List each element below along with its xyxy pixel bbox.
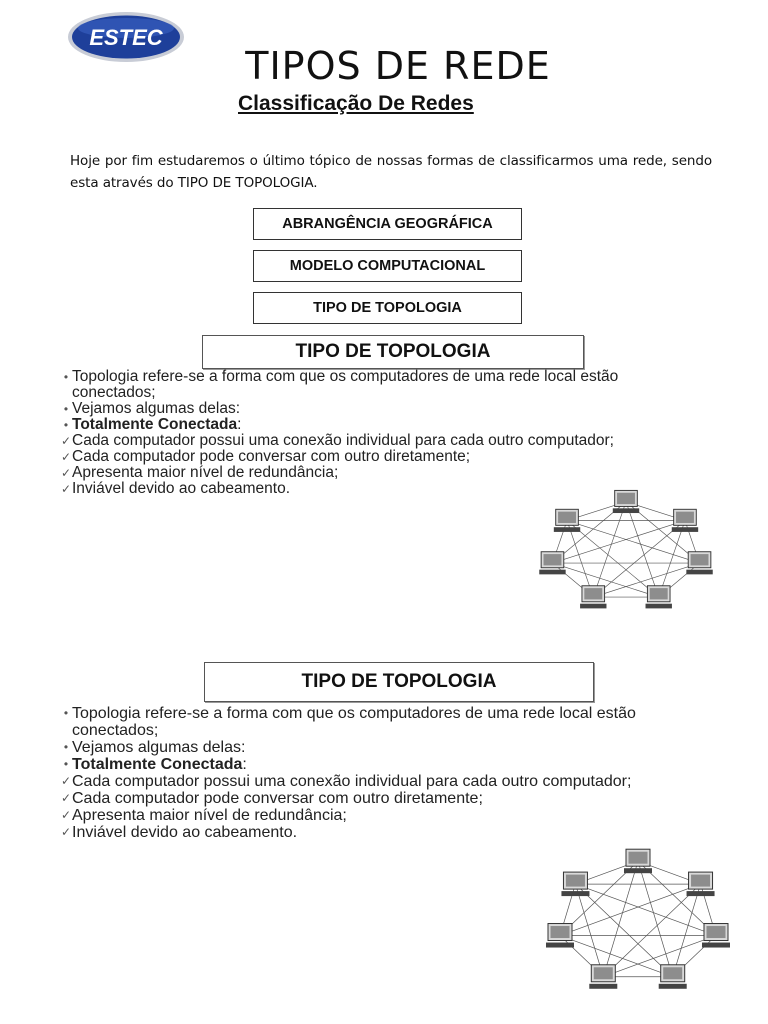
intro-paragraph: Hoje por fim estudaremos o último tópico de nossas formas de classificarmos uma rede, sendo esta através do TIPO DE TOPOLOGIA. <box>70 153 712 191</box>
connection-line <box>638 861 673 977</box>
list-item-text: Cada computador possui uma conexão individual para cada outro computador; <box>72 773 632 790</box>
list-item-text: Topologia refere-se a forma com que os computadores de uma rede local estão conectados; <box>72 705 636 739</box>
connection-line <box>593 563 699 597</box>
list-item-text: Totalmente Conectada: <box>72 416 242 433</box>
check-icon: ✓ <box>60 774 72 788</box>
list-item-text: Cada computador pode conversar com outro diretamente; <box>72 790 483 807</box>
check-icon: ✓ <box>60 450 72 464</box>
list-item-text: Cada computador pode conversar com outro diretamente; <box>72 448 471 465</box>
computer-icon <box>546 924 574 948</box>
list-item <box>60 417 700 433</box>
list-item-text: Topologia refere-se a forma com que os computadores de uma rede local estão conectados; <box>72 368 619 401</box>
bullet-icon: • <box>63 370 69 384</box>
computer-icon <box>580 586 606 609</box>
list-item <box>60 790 710 807</box>
connection-line <box>603 861 638 977</box>
computer-icon <box>672 509 698 532</box>
list-item <box>60 824 710 841</box>
computer-icon <box>554 509 580 532</box>
list-item-text: Vejamos algumas delas: <box>72 739 246 756</box>
list-item-text: Apresenta maior nível de redundância; <box>72 807 347 824</box>
connection-line <box>575 884 672 977</box>
list-item-text: Inviável devido ao cabeamento. <box>72 824 298 841</box>
check-icon: ✓ <box>60 466 72 480</box>
page-title: TIPOS DE REDE <box>245 44 551 88</box>
connection-line <box>593 502 626 597</box>
list-item-text: Totalmente Conectada: <box>72 756 247 773</box>
bullet-list <box>60 369 700 497</box>
connection-line <box>567 521 659 597</box>
check-icon: ✓ <box>60 808 72 822</box>
list-item <box>60 465 700 481</box>
bullet-icon: • <box>63 757 69 771</box>
mesh-topology-diagram <box>530 484 722 616</box>
list-item <box>60 756 710 773</box>
connection-line <box>626 502 659 597</box>
computer-icon <box>613 490 639 513</box>
category-box-topologia: TIPO DE TOPOLOGIA <box>253 292 522 324</box>
bullet-icon: • <box>63 402 69 416</box>
computer-icon <box>589 965 617 989</box>
mesh-topology-diagram <box>538 840 738 1000</box>
list-item-text: Apresenta maior nível de redundância; <box>72 464 339 481</box>
page-subtitle: Classificação De Redes <box>238 92 474 115</box>
computer-icon <box>624 849 652 873</box>
check-icon: ✓ <box>60 482 72 496</box>
connection-line <box>552 521 685 563</box>
list-item <box>60 433 700 449</box>
list-item <box>60 705 710 739</box>
connection-line <box>552 563 658 597</box>
list-item <box>60 807 710 824</box>
check-icon: ✓ <box>60 825 72 839</box>
connection-line <box>560 936 673 977</box>
list-item-text: Vejamos algumas delas: <box>72 400 241 417</box>
bullet-icon: • <box>63 418 69 432</box>
computer-icon <box>687 872 715 896</box>
bullet-icon: • <box>63 706 69 720</box>
check-icon: ✓ <box>60 791 72 805</box>
computer-icon <box>702 924 730 948</box>
category-box-modelo: MODELO COMPUTACIONAL <box>253 250 522 282</box>
bullet-list <box>60 705 710 841</box>
connection-line <box>603 884 700 977</box>
computer-icon <box>686 552 712 575</box>
list-item-text: Inviável devido ao cabeamento. <box>72 480 291 497</box>
category-box-abrangencia: ABRANGÊNCIA GEOGRÁFICA <box>253 208 522 240</box>
list-item <box>60 401 700 417</box>
list-item <box>60 449 700 465</box>
list-item-text: Cada computador possui uma conexão individual para cada outro computador; <box>72 432 614 449</box>
connection-line <box>593 521 685 597</box>
list-item <box>60 739 710 756</box>
slide-header: TIPO DE TOPOLOGIA <box>202 335 584 369</box>
connection-line <box>567 521 700 563</box>
slide-header: TIPO DE TOPOLOGIA <box>204 662 594 702</box>
list-item <box>60 369 700 401</box>
bullet-icon: • <box>63 740 69 754</box>
connection-line <box>603 936 716 977</box>
computer-icon <box>539 552 565 575</box>
computer-icon <box>646 586 672 609</box>
logo-text: ESTEC <box>89 25 163 50</box>
check-icon: ✓ <box>60 434 72 448</box>
list-item <box>60 773 710 790</box>
computer-icon <box>659 965 687 989</box>
computer-icon <box>561 872 589 896</box>
